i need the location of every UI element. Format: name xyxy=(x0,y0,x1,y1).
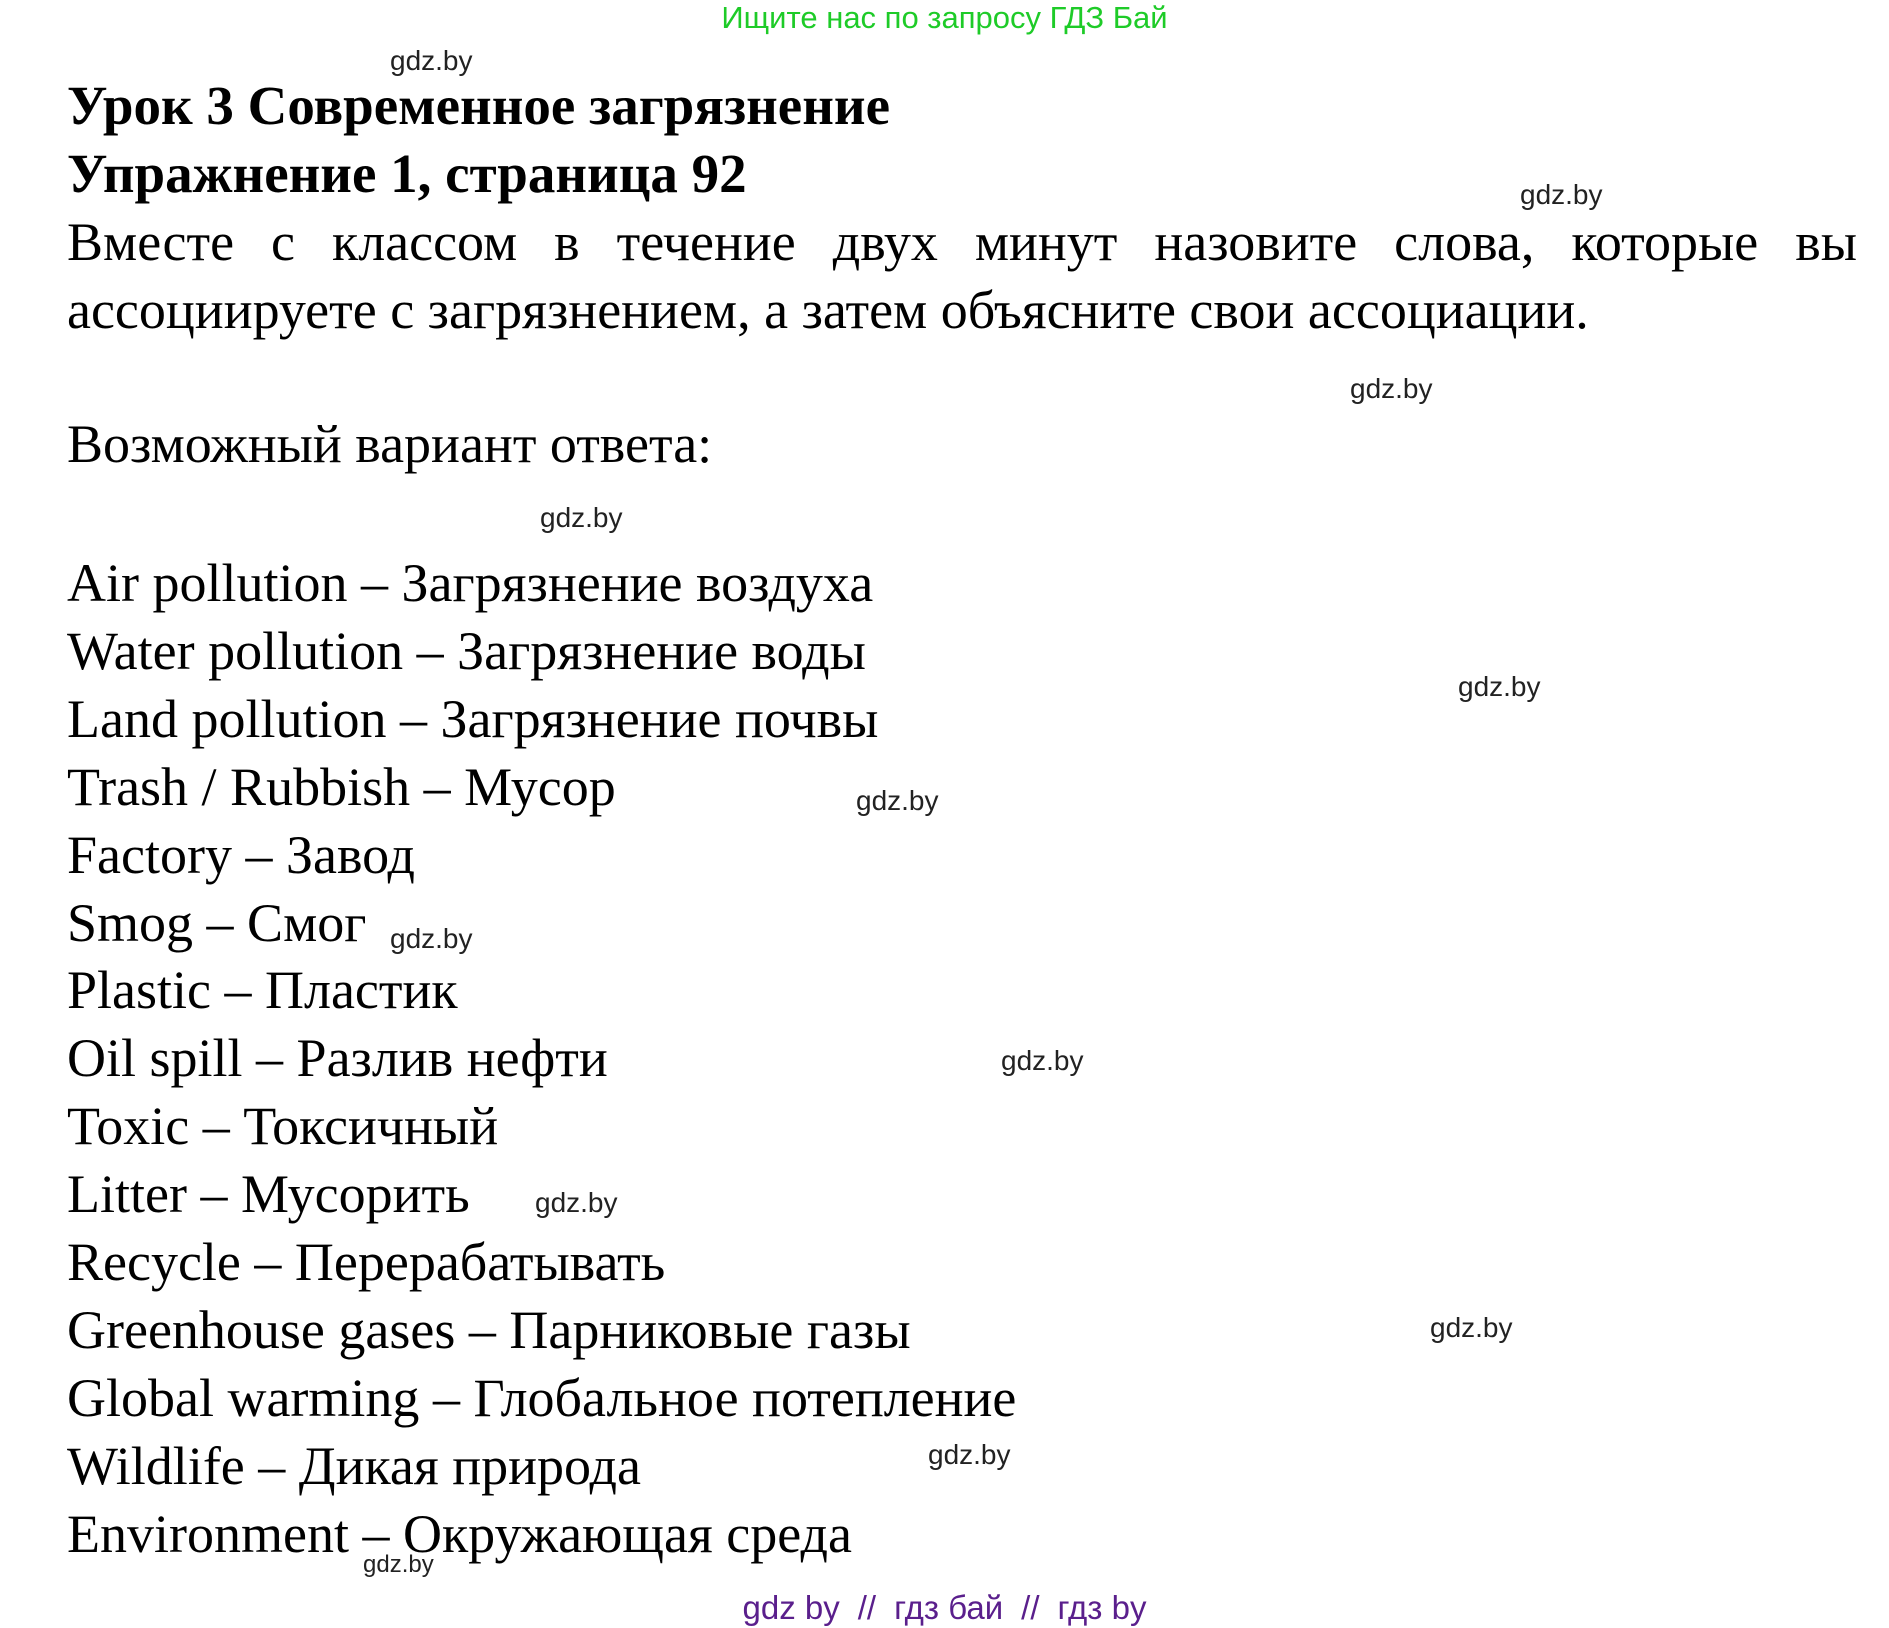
vocab-item: Land pollution – Загрязнение почвы xyxy=(67,688,879,749)
footer-separator: // xyxy=(857,1589,877,1626)
vocab-item: Oil spill – Разлив нефти xyxy=(67,1028,608,1089)
watermark: gdz.by xyxy=(1458,671,1541,702)
vocab-item: Smog – Смог xyxy=(67,892,367,953)
answer-label: Возможный вариант ответа: xyxy=(67,414,713,474)
watermark: gdz.by xyxy=(856,785,939,816)
watermark: gdz.by xyxy=(1350,373,1433,404)
lesson-title: Урок 3 Современное загрязнение xyxy=(67,75,891,136)
footer-link-gdz-by-cyr[interactable]: гдз by xyxy=(1057,1589,1147,1626)
watermark: gdz.by xyxy=(363,1551,434,1578)
vocab-item: Environment – Окружающая среда xyxy=(67,1503,852,1564)
watermark: gdz.by xyxy=(1001,1045,1084,1076)
watermark: gdz.by xyxy=(928,1439,1011,1470)
watermark: gdz.by xyxy=(1430,1312,1513,1343)
vocab-item: Recycle – Перерабатывать xyxy=(67,1232,666,1293)
watermark: gdz.by xyxy=(390,45,473,76)
footer-link-gdz-bai[interactable]: гдз бай xyxy=(894,1589,1004,1626)
watermark: gdz.by xyxy=(535,1187,618,1218)
vocab-item: Water pollution – Загрязнение воды xyxy=(67,620,866,681)
vocab-item: Air pollution – Загрязнение воздуха xyxy=(67,553,874,613)
watermark: gdz.by xyxy=(540,502,623,533)
watermark: gdz.by xyxy=(390,923,473,954)
task-line-2: ассоциируете с загрязнением, а затем объясните свои ассоциации. xyxy=(67,280,1589,340)
vocab-item: Trash / Rubbish – Мусор xyxy=(67,756,616,817)
vocab-item: Toxic – Токсичный xyxy=(67,1096,499,1157)
footer-links xyxy=(0,1588,1889,1628)
watermark: gdz.by xyxy=(1520,179,1603,210)
task-line-1: Вместе с классом в течение двух минут назовите слова, которые вы xyxy=(67,212,1857,272)
vocab-item: Greenhouse gases – Парниковые газы xyxy=(67,1299,911,1360)
exercise-title: Упражнение 1, страница 92 xyxy=(67,143,747,204)
vocab-item: Litter – Мусорить xyxy=(67,1164,470,1225)
vocab-item: Wildlife – Дикая природа xyxy=(67,1435,641,1496)
vocabulary-list xyxy=(67,550,1016,1569)
footer-separator: // xyxy=(1021,1589,1040,1626)
search-banner[interactable]: Ищите нас по запросу ГДЗ Бай xyxy=(721,0,1168,35)
vocab-item: Plastic – Пластик xyxy=(67,960,458,1021)
footer-link-gdz-by[interactable]: gdz by xyxy=(742,1589,840,1626)
task-text xyxy=(67,208,1857,344)
vocab-item: Global warming – Глобальное потепление xyxy=(67,1367,1017,1428)
vocab-item: Factory – Завод xyxy=(67,824,416,885)
